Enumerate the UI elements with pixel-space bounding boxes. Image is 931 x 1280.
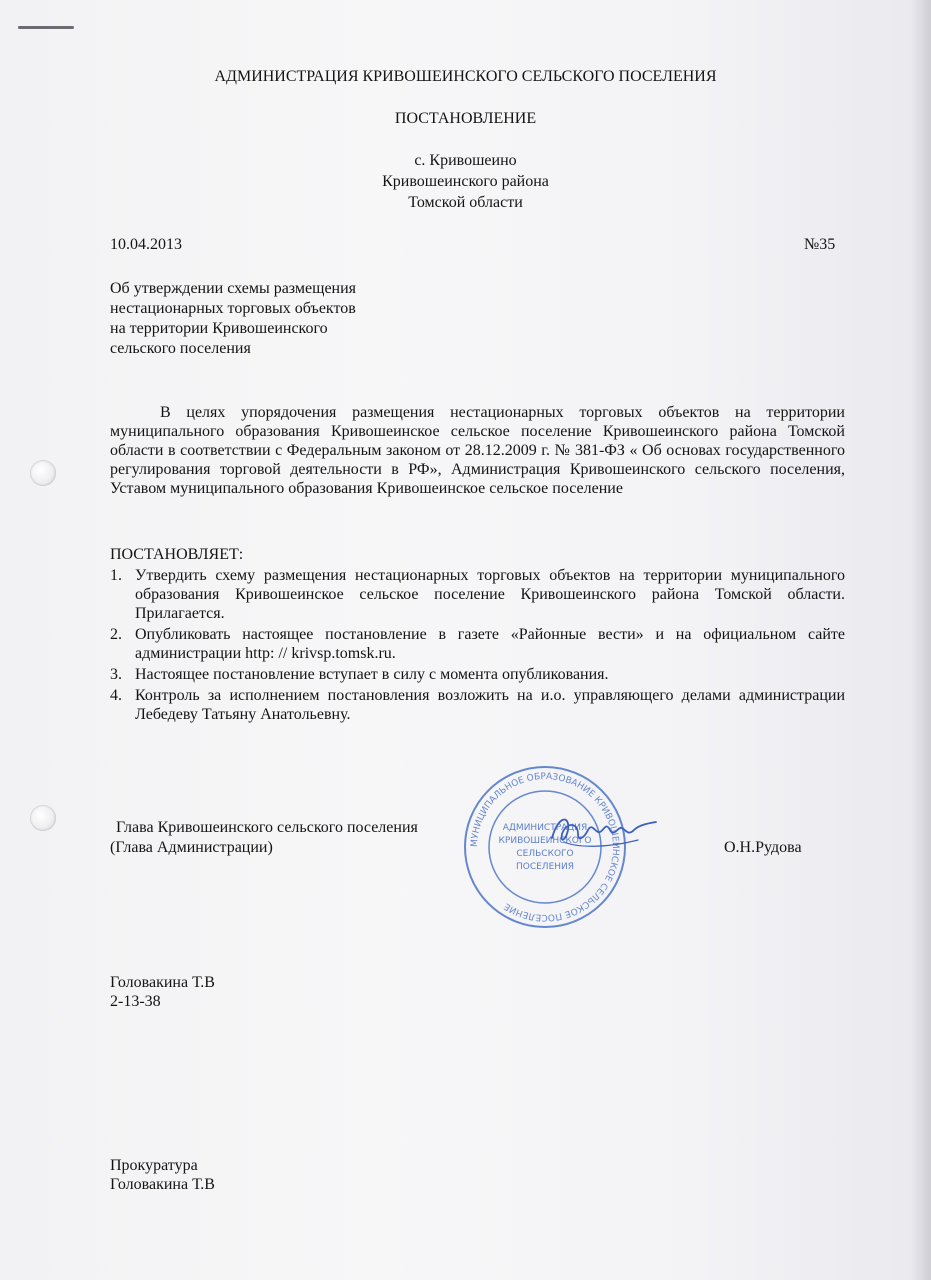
executor-phone: 2-13-38 bbox=[110, 993, 161, 1010]
signatory-title-1: Глава Кривошеинского сельского поселения bbox=[116, 819, 418, 836]
svg-text:ПОСЕЛЕНИЯ: ПОСЕЛЕНИЯ bbox=[515, 862, 575, 872]
svg-text:КРИВОШЕИНСКОГО: КРИВОШЕИНСКОГО bbox=[498, 836, 592, 846]
list-item: 1. Утвердить схему размещения нестационарных торговых объектов на территории муниципального образования Кривошеинское сельское поселение Кривошеинского района Томской области. Прилагается. bbox=[110, 567, 845, 622]
distribution-line-1: Прокуратура bbox=[110, 1157, 198, 1174]
subject-line-1: Об утверждении схемы размещения bbox=[110, 280, 357, 297]
stamp-outer-text: МУНИЦИПАЛЬНОЕ ОБРАЗОВАНИЕ КРИВОШЕИНСКОЕ СЕЛЬСКОЕ ПОСЕЛЕНИЕ bbox=[469, 771, 621, 923]
org-title: АДМИНИСТРАЦИЯ КРИВОШЕИНСКОГО СЕЛЬСКОГО ПОСЕЛЕНИЯ bbox=[214, 68, 717, 85]
list-item: 3. Настоящее постановление вступает в силу с момента опубликования. bbox=[110, 666, 609, 683]
page-edge-shadow bbox=[911, 0, 931, 1280]
place-line-1: с. Кривошеино bbox=[414, 152, 517, 169]
handwritten-signature bbox=[548, 808, 660, 854]
svg-text:СЕЛЬСКОГО: СЕЛЬСКОГО bbox=[516, 849, 574, 859]
svg-text:АДМИНИСТРАЦИЯ: АДМИНИСТРАЦИЯ bbox=[502, 823, 588, 833]
doc-number: №35 bbox=[804, 236, 836, 253]
place-line-2: Кривошеинского района bbox=[382, 173, 549, 190]
executor-name: Головакина Т.В bbox=[110, 974, 215, 991]
punch-hole-bottom bbox=[30, 805, 56, 831]
punch-hole-top bbox=[30, 460, 56, 486]
subject-line-2: нестационарных торговых объектов bbox=[110, 300, 356, 317]
resolution-list bbox=[110, 566, 845, 726]
doc-type: ПОСТАНОВЛЕНИЕ bbox=[394, 110, 537, 127]
subject-line-3: на территории Кривошеинского bbox=[110, 320, 328, 337]
distribution-line-2: Головакина Т.В bbox=[110, 1176, 215, 1193]
subject-line-4: сельского поселения bbox=[110, 340, 251, 357]
place-line-3: Томской области bbox=[408, 194, 523, 211]
resolves-heading: ПОСТАНОВЛЯЕТ: bbox=[110, 546, 244, 563]
list-item: 2. Опубликовать настоящее постановление в газете «Районные вести» и на официальном сайте администрации http: // krivsp.tomsk.ru. bbox=[110, 626, 845, 662]
preamble-paragraph: В целях упорядочения размещения нестационарных торговых объектов на территории муниципального образования Кривошеинское сельское поселение Кривошеинского района Томской области в соответствии с Федеральным законом от 28.12.2009 г. № 381-ФЗ « Об основах государственного регулирования торговой деятельности в РФ», Администрация Кривошеинского сельского поселения, Уставом муниципального образования Кривошеинское сельское поселение bbox=[110, 404, 845, 497]
signatory-name: О.Н.Рудова bbox=[724, 839, 802, 856]
signatory-title-2: (Глава Администрации) bbox=[110, 839, 273, 856]
doc-date: 10.04.2013 bbox=[110, 236, 182, 253]
list-item: 4. Контроль за исполнением постановления возложить на и.о. управляющего делами администрации Лебедеву Татьяну Анатольевну. bbox=[110, 687, 845, 723]
scan-mark bbox=[18, 26, 74, 29]
